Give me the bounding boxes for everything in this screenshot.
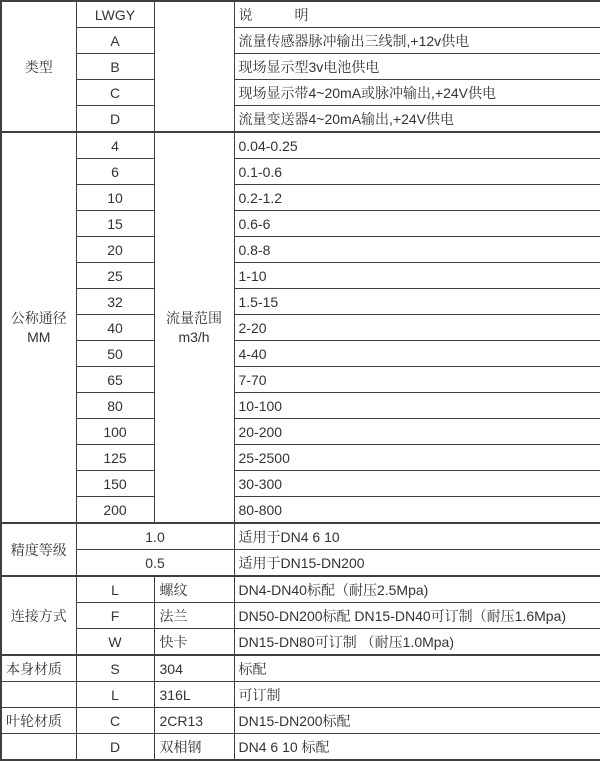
accuracy-value-cell: 1.0 [76, 523, 234, 550]
flow-range-cell: 30-300 [234, 471, 600, 497]
connection-desc-cell: DN4-DN40标配（耐压2.5Mpa) [234, 576, 600, 603]
table-row [1, 263, 600, 289]
table-row [1, 629, 600, 656]
material-desc-cell: DN15-DN200标配 [234, 708, 600, 734]
connection-name-cell: 螺纹 [154, 576, 234, 603]
flow-range-cell: 0.1-0.6 [234, 159, 600, 185]
connection-desc-cell: DN15-DN80可订制 （耐压1.0Mpa) [234, 629, 600, 656]
table-row [1, 289, 600, 315]
material-name-cell: 316L [154, 682, 234, 708]
empty-cell [154, 1, 234, 132]
flow-range-cell: 0.2-1.2 [234, 185, 600, 211]
type-desc-cell: 现场显示型3v电池供电 [234, 54, 600, 80]
type-code-cell: B [76, 54, 154, 80]
material-name-cell: 2CR13 [154, 708, 234, 734]
flow-range-label-cell [154, 132, 234, 523]
diameter-label-cell [1, 132, 76, 523]
table-row [1, 393, 600, 419]
connection-name-cell: 快卡 [154, 629, 234, 656]
accuracy-value-cell: 0.5 [76, 550, 234, 577]
table-row [1, 80, 600, 106]
material-desc-cell: DN4 6 10 标配 [234, 734, 600, 761]
flow-range-cell: 4-40 [234, 341, 600, 367]
material-desc-cell: 标配 [234, 655, 600, 682]
table-row [1, 708, 600, 734]
connection-name-cell: 法兰 [154, 603, 234, 629]
accuracy-label-cell: 精度等级 [1, 523, 76, 576]
type-code-cell: A [76, 28, 154, 54]
flow-range-cell: 80-800 [234, 497, 600, 524]
flow-range-cell: 10-100 [234, 393, 600, 419]
flow-range-cell: 25-2500 [234, 445, 600, 471]
dn-value-cell: 20 [76, 237, 154, 263]
diameter-label-line2: MM [27, 328, 51, 345]
table-row [1, 132, 600, 159]
flow-range-cell: 20-200 [234, 419, 600, 445]
table-row [1, 106, 600, 133]
flow-range-cell: 1.5-15 [234, 289, 600, 315]
dn-value-cell: 15 [76, 211, 154, 237]
dn-value-cell: 125 [76, 445, 154, 471]
table-row [1, 237, 600, 263]
table-row [1, 315, 600, 341]
table-row [1, 28, 600, 54]
dn-value-cell: 80 [76, 393, 154, 419]
table-row [1, 445, 600, 471]
dn-value-cell: 150 [76, 471, 154, 497]
table-row [1, 497, 600, 524]
table-row [1, 576, 600, 603]
flow-range-label-line2: m3/h [178, 328, 210, 345]
flow-range-cell: 7-70 [234, 367, 600, 393]
table-row [1, 603, 600, 629]
dn-value-cell: 32 [76, 289, 154, 315]
flow-range-cell: 2-20 [234, 315, 600, 341]
material-code-cell: C [76, 708, 154, 734]
type-desc-cell: 流量传感器脉冲输出三线制,+12v供电 [234, 28, 600, 54]
table-row [1, 471, 600, 497]
connection-label-cell: 连接方式 [1, 576, 76, 655]
table-row [1, 523, 600, 550]
table-row [1, 682, 600, 708]
accuracy-desc-cell: 适用于DN4 6 10 [234, 523, 600, 550]
type-desc-cell: 流量变送器4~20mA输出,+24V供电 [234, 106, 600, 133]
dn-value-cell: 200 [76, 497, 154, 524]
material-label-cell: 叶轮材质 [1, 708, 76, 734]
table-row [1, 1, 600, 28]
table-row [1, 655, 600, 682]
dn-value-cell: 40 [76, 315, 154, 341]
material-code-cell: S [76, 655, 154, 682]
dn-value-cell: 65 [76, 367, 154, 393]
flow-range-cell: 1-10 [234, 263, 600, 289]
flow-range-label-line1: 流量范围 [166, 310, 222, 327]
table-row [1, 211, 600, 237]
dn-value-cell: 25 [76, 263, 154, 289]
accuracy-desc-cell: 适用于DN15-DN200 [234, 550, 600, 577]
material-code-cell: L [76, 682, 154, 708]
table-row [1, 159, 600, 185]
material-label-cell [1, 734, 76, 761]
type-code-cell: D [76, 106, 154, 133]
lwgy-header-cell: LWGY [76, 1, 154, 28]
table-row [1, 367, 600, 393]
dn-value-cell: 50 [76, 341, 154, 367]
table-row [1, 54, 600, 80]
diameter-label-line1: 公称通径 [10, 310, 67, 327]
table-row [1, 550, 600, 577]
dn-value-cell: 4 [76, 132, 154, 159]
flow-range-cell: 0.6-6 [234, 211, 600, 237]
table-row [1, 341, 600, 367]
connection-code-cell: L [76, 576, 154, 603]
desc-header-cell: 说 明 [234, 1, 600, 28]
material-code-cell: D [76, 734, 154, 761]
material-name-cell: 双相钢 [154, 734, 234, 761]
flow-range-cell: 0.04-0.25 [234, 132, 600, 159]
dn-value-cell: 6 [76, 159, 154, 185]
material-name-cell: 304 [154, 655, 234, 682]
table-row [1, 734, 600, 761]
connection-code-cell: W [76, 629, 154, 656]
table-row [1, 185, 600, 211]
flow-range-cell: 0.8-8 [234, 237, 600, 263]
material-label-cell [1, 682, 76, 708]
type-label-cell: 类型 [1, 1, 76, 132]
table-row [1, 419, 600, 445]
type-code-cell: C [76, 80, 154, 106]
connection-code-cell: F [76, 603, 154, 629]
material-desc-cell: 可订制 [234, 682, 600, 708]
type-desc-cell: 现场显示带4~20mA或脉冲输出,+24V供电 [234, 80, 600, 106]
connection-desc-cell: DN50-DN200标配 DN15-DN40可订制（耐压1.6Mpa) [234, 603, 600, 629]
dn-value-cell: 100 [76, 419, 154, 445]
material-label-cell: 本身材质 [1, 655, 76, 682]
dn-value-cell: 10 [76, 185, 154, 211]
